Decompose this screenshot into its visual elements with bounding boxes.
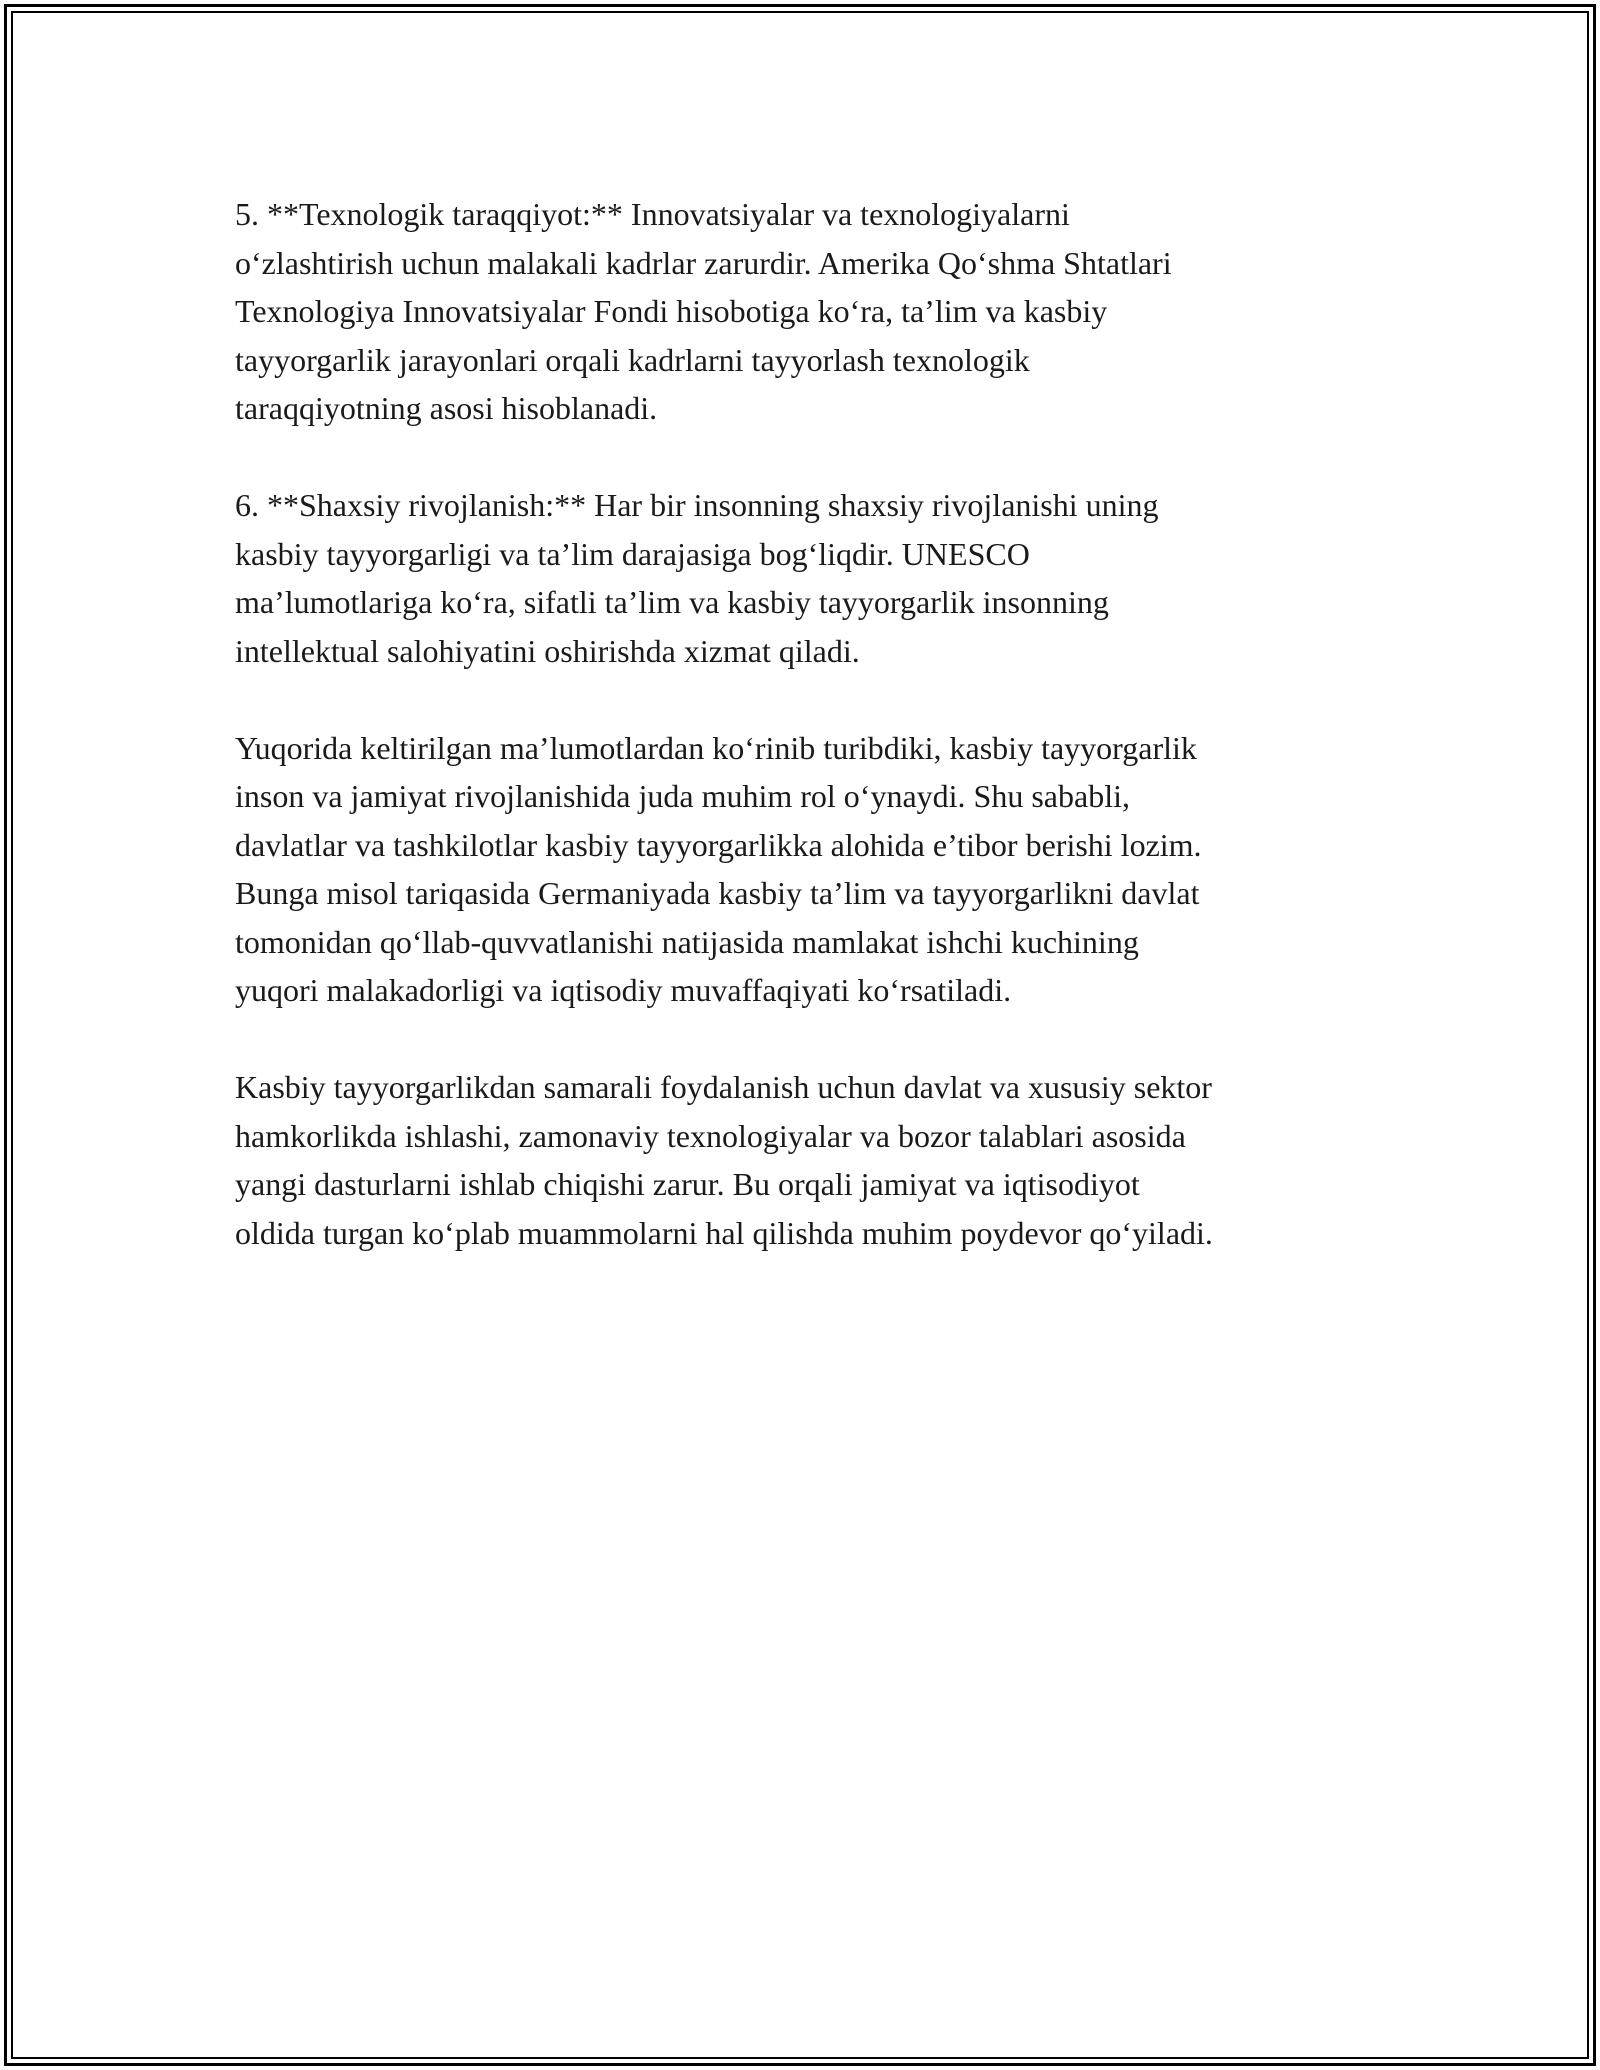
text-line: kasbiy tayyorgarligi va ta’lim darajasiga bog‘liqdir. UNESCO (235, 535, 1030, 572)
text-line: 5. **Texnologik taraqqiyot:** Innovatsiyalar va texnologiyalarni (235, 196, 1070, 232)
paragraph-technological-progress (235, 190, 1385, 433)
text-line: hamkorlikda ishlashi, zamonaviy texnologiyalar va bozor talablari asosida (235, 1117, 1186, 1154)
text-line: oldida turgan ko‘plab muammolarni hal qilishda muhim poydevor qo‘yiladi. (235, 1214, 1213, 1251)
paragraph-personal-development (235, 481, 1385, 675)
document-body (235, 190, 1385, 1306)
text-line: tomonidan qo‘llab-quvvatlanishi natijasida mamlakat ishchi kuchining (235, 923, 1139, 960)
text-line: tayyorgarlik jarayonlari orqali kadrlarni tayyorlash texnologik (235, 341, 1030, 378)
text-line: ma’lumotlariga ko‘ra, sifatli ta’lim va kasbiy tayyorgarlik insonning (235, 584, 1109, 620)
text-line: inson va jamiyat rivojlanishida juda muhim rol o‘ynaydi. Shu sababli, (235, 778, 1130, 814)
text-line: yangi dasturlarni ishlab chiqishi zarur. Bu orqali jamiyat va iqtisodiyot (235, 1166, 1140, 1202)
text-line: Bunga misol tariqasida Germaniyada kasbiy ta’lim va tayyorgarlikni davlat (235, 875, 1200, 911)
paragraph-conclusion (235, 1063, 1385, 1257)
text-line: yuqori malakadorligi va iqtisodiy muvaffaqiyati ko‘rsatiladi. (235, 972, 1012, 1008)
text-line: taraqqiyotning asosi hisoblanadi. (235, 390, 658, 426)
text-line: o‘zlashtirish uchun malakali kadrlar zarurdir. Amerika Qo‘shma Shtatlari (235, 244, 1172, 281)
text-line: Kasbiy tayyorgarlikdan samarali foydalanish uchun davlat va xususiy sektor (235, 1069, 1212, 1105)
text-line: Yuqorida keltirilgan ma’lumotlardan ko‘rinib turibdiki, kasbiy tayyorgarlik (235, 729, 1197, 766)
paragraph-summary (235, 724, 1385, 1015)
text-line: intellektual salohiyatini oshirishda xizmat qiladi. (235, 632, 860, 669)
text-line: Texnologiya Innovatsiyalar Fondi hisobotiga ko‘ra, ta’lim va kasbiy (235, 293, 1108, 329)
text-line: 6. **Shaxsiy rivojlanish:** Har bir insonning shaxsiy rivojlanishi uning (235, 487, 1159, 523)
text-line: davlatlar va tashkilotlar kasbiy tayyorgarlikka alohida e’tibor berishi lozim. (235, 826, 1202, 863)
